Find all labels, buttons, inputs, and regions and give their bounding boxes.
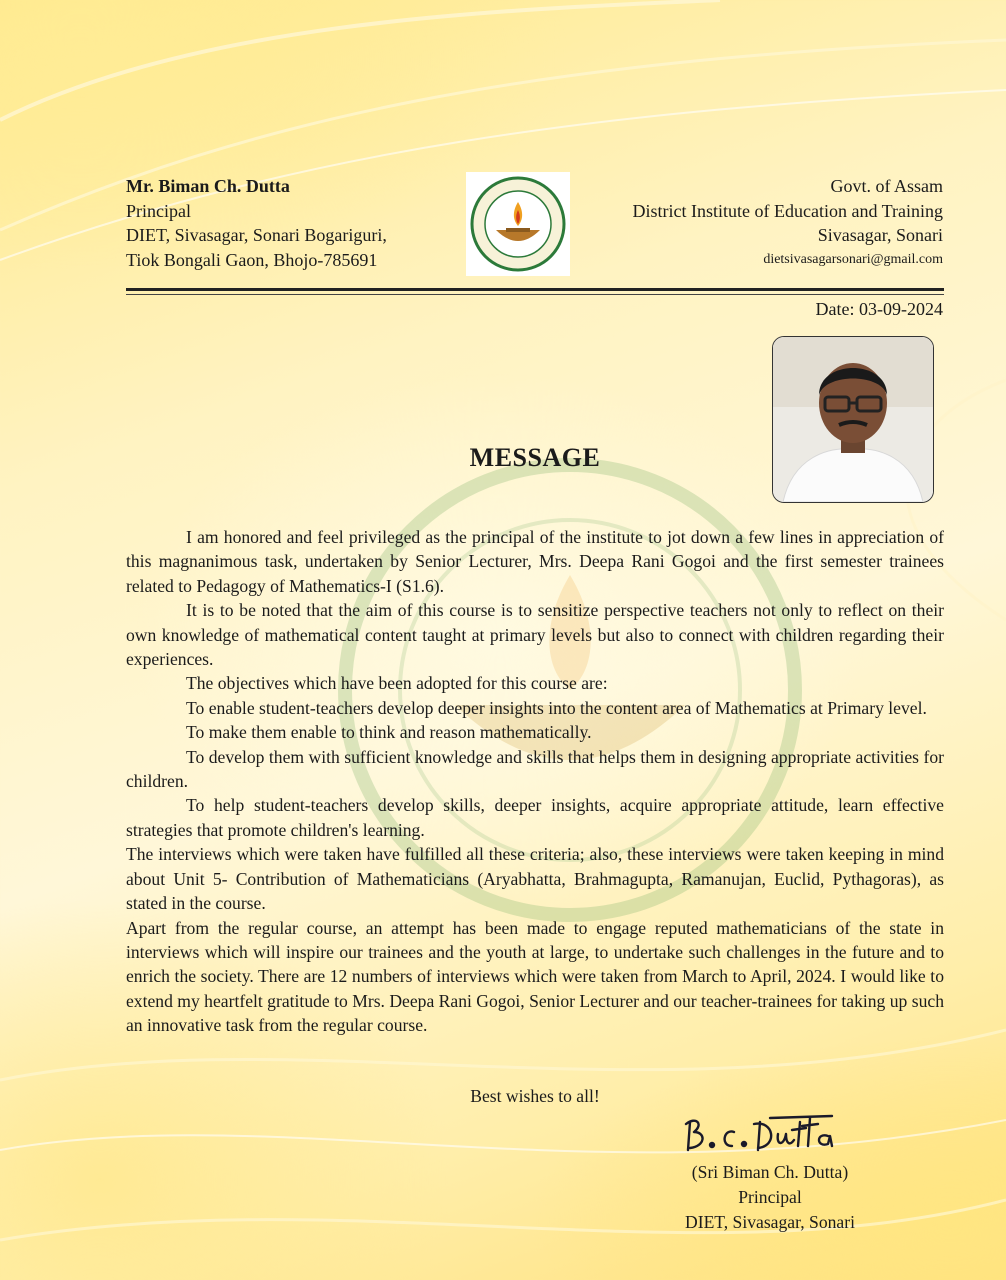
signatory-office: DIET, Sivasagar, Sonari (685, 1212, 855, 1232)
body-paragraph: I am honored and feel privileged as the principal of the institute to jot down a few lines in appreciation of this magnanimous task, undertaken by Senior Lecturer, Mrs. Deepa Rani Gogoi and the first semester trainees related to Pedagogy of Mathematics-I (S1.6). (126, 527, 944, 596)
sender-address-line1: DIET, Sivasagar, Sonari Bogariguri, (126, 225, 387, 245)
principal-photo (772, 336, 934, 503)
institute-email: dietsivasagarsonari@gmail.com (763, 251, 943, 267)
objective-item: To enable student-teachers develop deeper insights into the content area of Mathematics at Primary level. (186, 697, 927, 718)
message-title: MESSAGE (469, 443, 601, 472)
header-divider-thick (126, 288, 944, 291)
message-body (126, 525, 944, 1038)
body-paragraph: Apart from the regular course, an attempt has been made to engage reputed mathematicians of the state in interviews which will inspire our trainees and the youth at large, to undertake such challenges in the future and to enrich the society. There are 12 numbers of interviews which were taken from March to April, 2024. I would like to extend my heartfelt gratitude to Mrs. Deepa Rani Gogoi, Senior Lecturer and our teacher-trainees for taking up such an innovative task from the regular course. (126, 917, 944, 1036)
institute-location: Sivasagar, Sonari (817, 225, 943, 245)
signature-image (682, 1112, 852, 1156)
objective-item: To make them enable to think and reason mathematically. (186, 722, 592, 743)
principal-portrait-icon (773, 337, 933, 502)
sender-address-block (126, 174, 387, 272)
signatory-block (660, 1160, 880, 1235)
institute-name: District Institute of Education and Training (632, 200, 943, 221)
body-paragraph: The interviews which were taken have fulfilled all these criteria; also, these interviews were taken keeping in mind about Unit 5- Contribution of Mathematicians (Aryabhatta, Brahmagupta, Ramanujan, Euclid, Pythagoras), as stated in the course. (126, 844, 944, 914)
diya-lamp-icon (466, 172, 570, 276)
diet-logo (466, 172, 570, 276)
objective-item: To develop them with sufficient knowledge and skills that helps them in designing appropriate activities for children. (126, 746, 944, 792)
signatory-designation: Principal (738, 1187, 802, 1207)
govt-label: Govt. of Assam (830, 176, 943, 196)
closing-line: Best wishes to all! (470, 1086, 600, 1106)
header-divider-thin (126, 294, 944, 295)
letter-date: Date: 03-09-2024 (815, 299, 943, 319)
sender-name: Mr. Biman Ch. Dutta (126, 176, 290, 196)
body-paragraph: It is to be noted that the aim of this course is to sensitize perspective teachers not only to reflect on their own knowledge of mathematical content taught at primary levels but also to connect with children regarding their experiences. (126, 600, 944, 670)
sender-designation: Principal (126, 200, 191, 221)
signatory-name: (Sri Biman Ch. Dutta) (691, 1162, 849, 1182)
institute-address-block (633, 174, 943, 272)
sender-address-line2: Tiok Bongali Gaon, Bhojo-785691 (126, 249, 378, 270)
objective-item: To help student-teachers develop skills, deeper insights, acquire appropriate attitude, learn effective strategies that promote children's learning. (126, 795, 944, 840)
body-paragraph: The objectives which have been adopted for this course are: (186, 673, 608, 694)
